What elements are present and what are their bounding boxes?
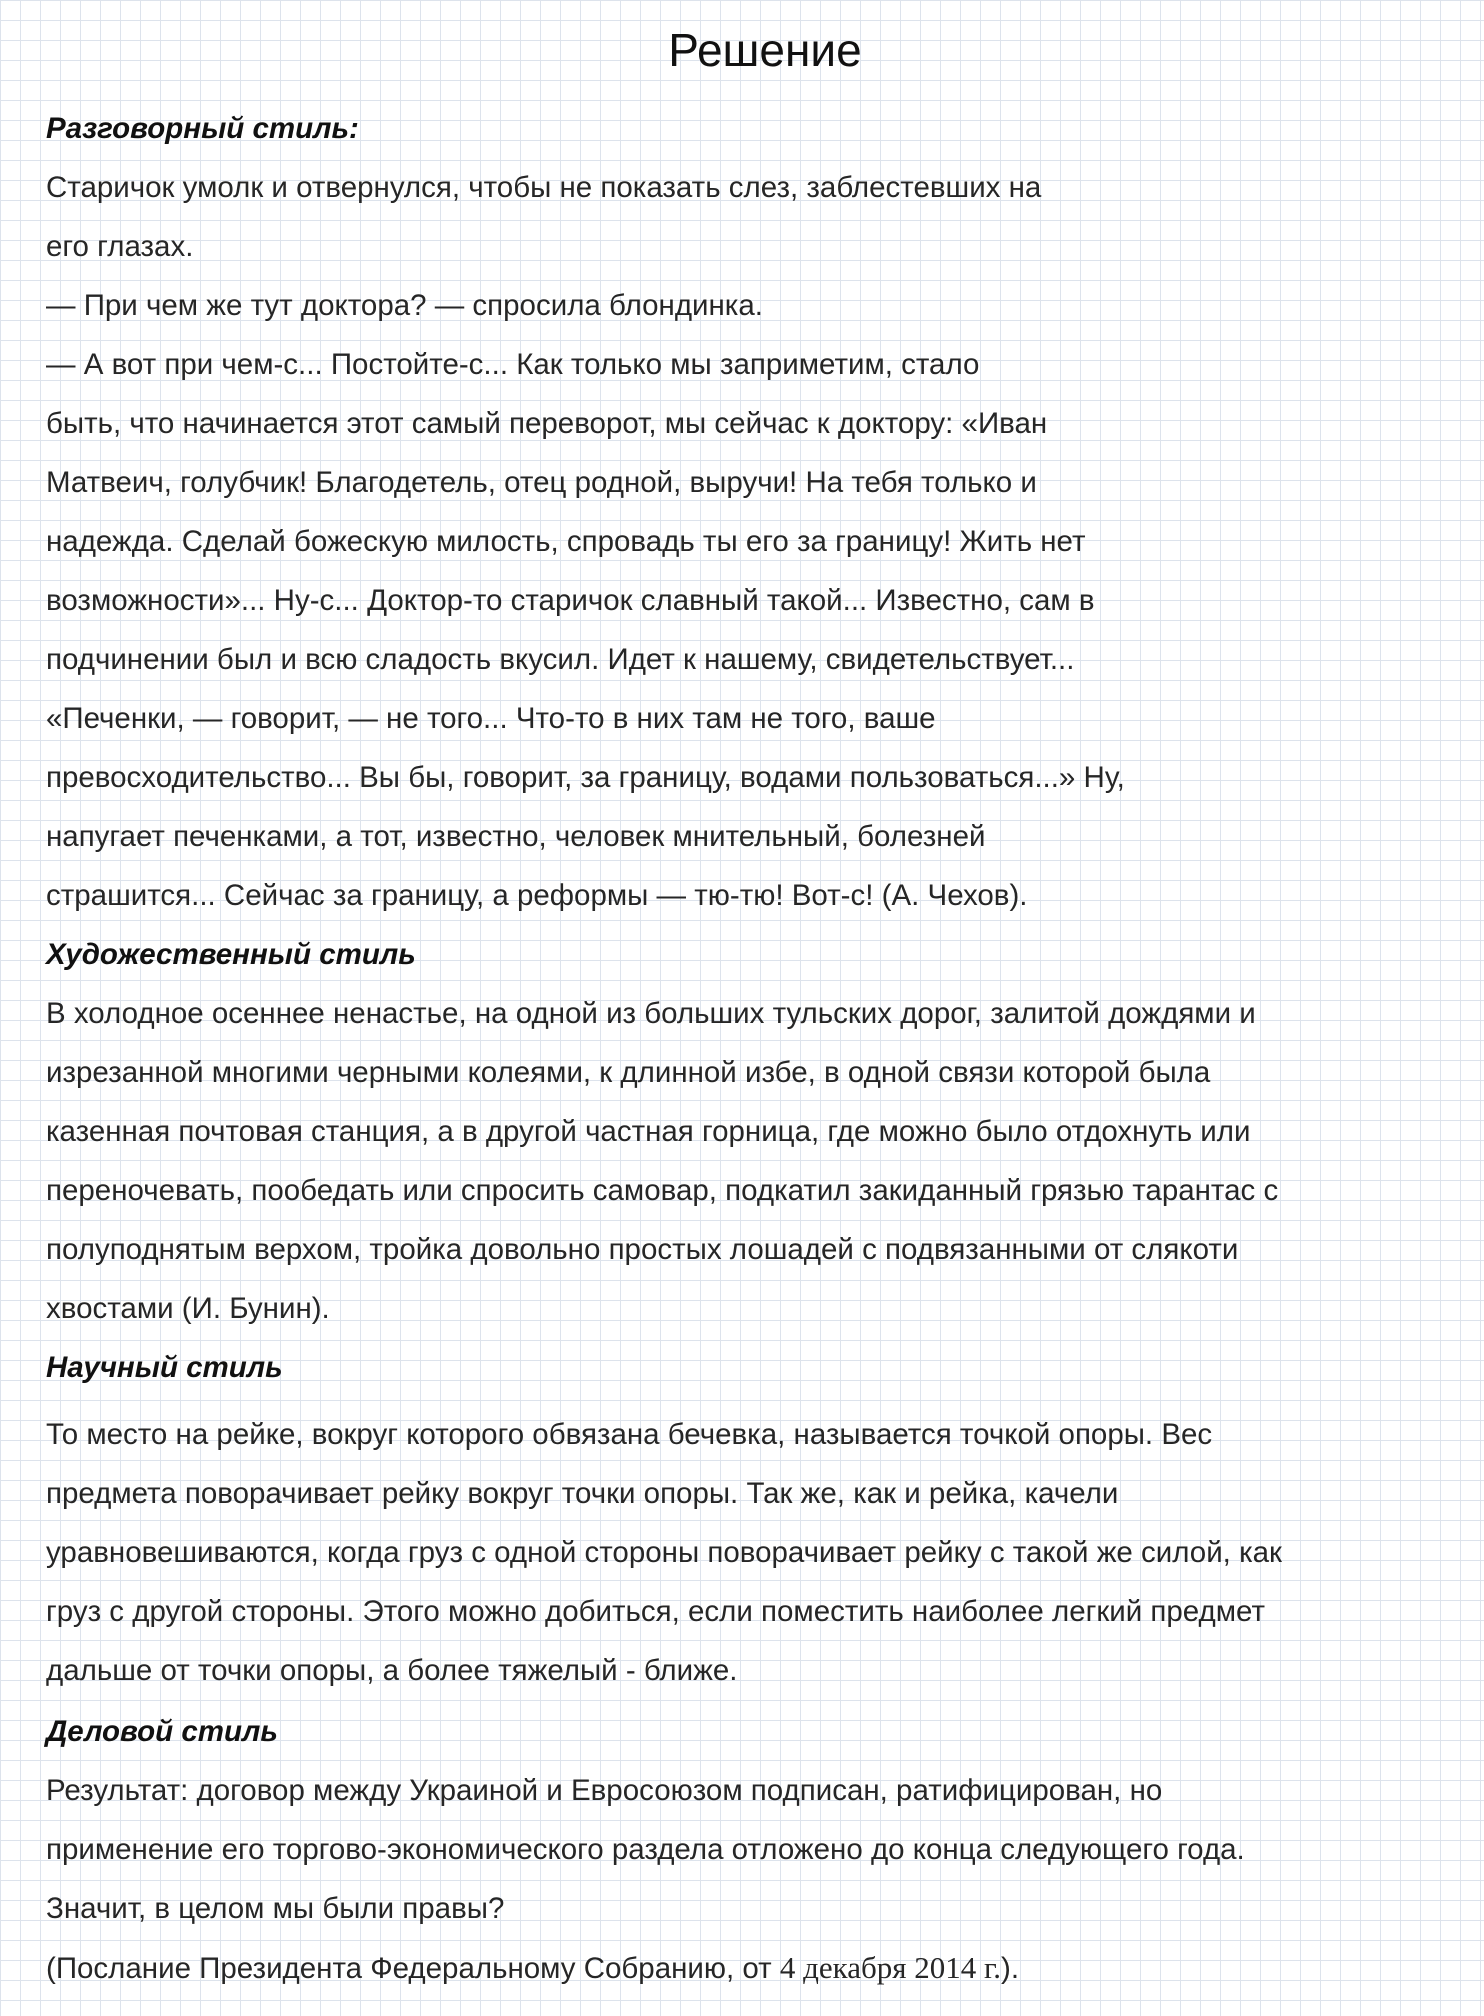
text-line: изрезанной многими черными колеями, к длинной избе, в одной связи которой была xyxy=(46,1056,1211,1089)
text-line: напугает печенками, а тот, известно, человек мнительный, болезней xyxy=(46,820,986,853)
text-line: В холодное осеннее ненастье, на одной из больших тульских дорог, залитой дождями и xyxy=(46,997,1256,1030)
text-line: То место на рейке, вокруг которого обвязана бечевка, называется точкой опоры. Вес xyxy=(46,1418,1213,1451)
text-line: применение его торгово-экономического раздела отложено до конца следующего года. xyxy=(46,1833,1245,1866)
section-conversational xyxy=(46,100,1456,925)
text-line: казенная почтовая станция, а в другой частная горница, где можно было отдохнуть или xyxy=(46,1115,1251,1148)
text-line: — А вот при чем-с... Постойте-с... Как только мы заприметим, стало xyxy=(46,348,980,381)
text-line: уравновешиваются, когда груз с одной стороны поворачивает рейку с такой же силой, как xyxy=(46,1536,1282,1569)
section-heading-scientific: Научный стиль xyxy=(46,1351,283,1384)
citation-line xyxy=(46,1938,1456,1998)
text-line: превосходительство... Вы бы, говорит, за границу, водами пользоваться...» Ну, xyxy=(46,761,1125,794)
citation-prefix: (Послание Президента Федеральному Собранию, от xyxy=(46,1952,780,1985)
section-scientific xyxy=(46,1338,1456,1700)
text-line: переночевать, пообедать или спросить самовар, подкатил закиданный грязью тарантас с xyxy=(46,1174,1279,1207)
text-line: Матвеич, голубчик! Благодетель, отец родной, выручи! На тебя только и xyxy=(46,466,1037,499)
text-line: Значит, в целом мы были правы? xyxy=(46,1892,505,1925)
text-line: страшится... Сейчас за границу, а реформы — тю-тю! Вот-с! (А. Чехов). xyxy=(46,879,1028,912)
text-line: «Печенки, — говорит, — не того... Что-то в них там не того, ваше xyxy=(46,702,936,735)
page-title: Решение xyxy=(668,24,862,76)
text-line: быть, что начинается этот самый переворот, мы сейчас к доктору: «Иван xyxy=(46,407,1048,440)
citation-suffix: ). xyxy=(1001,1952,1020,1985)
text-line: дальше от точки опоры, а более тяжелый - ближе. xyxy=(46,1654,738,1687)
section-heading-business: Деловой стиль xyxy=(46,1715,278,1748)
text-line: возможности»... Ну-с... Доктор-то старичок славный такой... Известно, сам в xyxy=(46,584,1095,617)
text-line: — При чем же тут доктора? — спросила блондинка. xyxy=(46,289,763,322)
section-artistic xyxy=(46,925,1456,1338)
text-line: предмета поворачивает рейку вокруг точки опоры. Так же, как и рейка, качели xyxy=(46,1477,1119,1510)
text-line: Старичок умолк и отвернулся, чтобы не показать слез, заблестевших на xyxy=(46,171,1042,204)
text-line: полуподнятым верхом, тройка довольно простых лошадей с подвязанными от слякоти xyxy=(46,1233,1239,1266)
section-heading-conversational: Разговорный стиль: xyxy=(46,112,359,145)
text-line: надежда. Сделай божескую милость, спровадь ты его за границу! Жить нет xyxy=(46,525,1086,558)
citation-date: 4 декабря 2014 г. xyxy=(779,1950,1002,1985)
text-line: груз с другой стороны. Этого можно добиться, если поместить наиболее легкий предмет xyxy=(46,1595,1265,1628)
section-business xyxy=(46,1702,1456,1998)
text-line: его глазах. xyxy=(46,230,194,263)
text-line: подчинении был и всю сладость вкусил. Идет к нашему, свидетельствует... xyxy=(46,643,1075,676)
text-line: хвостами (И. Бунин). xyxy=(46,1292,330,1325)
text-line: Результат: договор между Украиной и Евросоюзом подписан, ратифицирован, но xyxy=(46,1774,1163,1807)
section-heading-artistic: Художественный стиль xyxy=(46,938,416,971)
